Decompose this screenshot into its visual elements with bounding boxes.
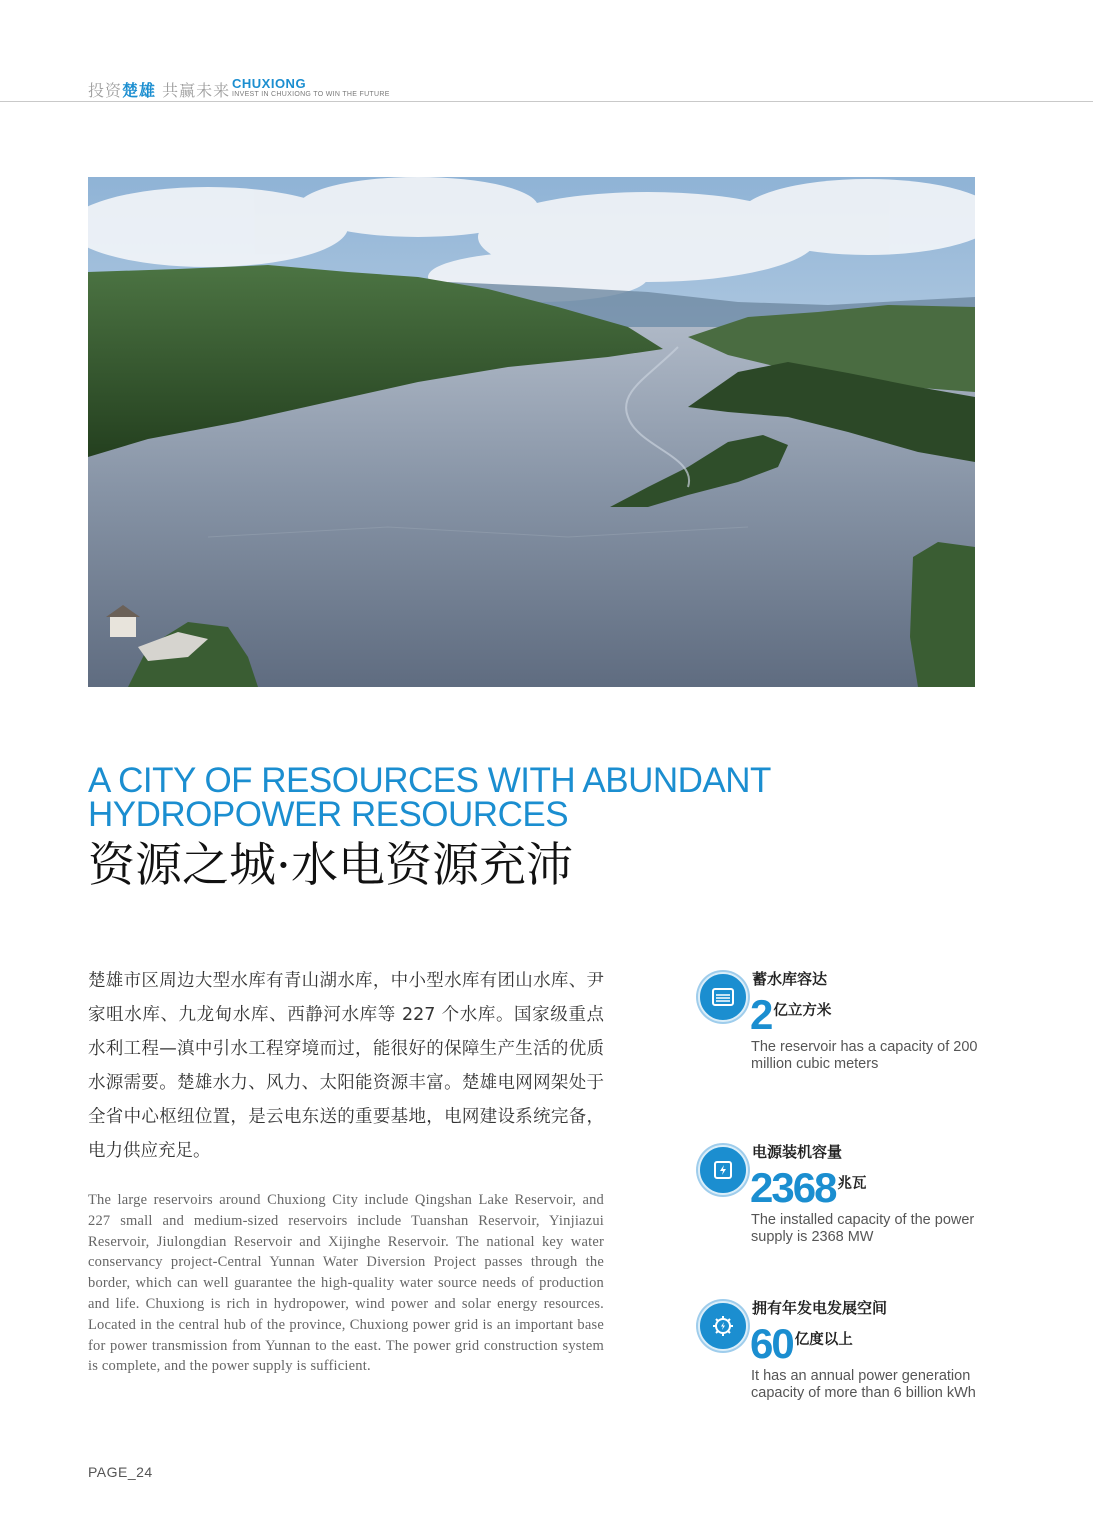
header-brand: CHUXIONG (232, 76, 307, 91)
stat-description: The installed capacity of the power supply is 2368 MW (751, 1212, 975, 1245)
body-text-en: The large reservoirs around Chuxiong City include Qingshan Lake Reservoir, and 227 small and medium-sized reservoirs include Tuanshan Reservoir, Yinjiazui Reservoir, Jiulongdian Reservoir and Xijinghe Reservoir. The national key water conservancy project-Central Yunnan Water Diversion Project passes through the border, which can well guarantee the high-quality water source needs of production and life. Chuxiong is rich in hydropower, wind power and solar energy resources. Located in the central hub of the province, Chuxiong power grid is an important base for power transmission from Yunnan to the east. The power grid construction system is complete, and the power supply is sufficient. (88, 1192, 604, 1375)
reservoir-icon (698, 972, 748, 1022)
stat-label: 蓄水库容达 (752, 970, 828, 988)
stat-description: It has an annual power generation capacity of more than 6 billion kWh (751, 1368, 976, 1401)
stat-description: The reservoir has a capacity of 200 million cubic meters (751, 1039, 978, 1072)
stat-value-row (750, 1319, 853, 1369)
power-capacity-icon (698, 1145, 748, 1195)
header-cn-suffix: 共赢未来 (156, 81, 231, 100)
stat-label: 拥有年发电发展空间 (752, 1299, 888, 1317)
header-tagline: INVEST IN CHUXIONG TO WIN THE FUTURE (232, 91, 390, 98)
stat-unit: 亿立方米 (773, 1003, 832, 1019)
header-divider (0, 101, 1093, 102)
header-brand-block (232, 78, 390, 99)
stat-unit: 亿度以上 (794, 1332, 853, 1348)
section-title-en-line2: HYDROPOWER RESOURCES (88, 795, 569, 834)
reservoir-landscape-illustration (88, 177, 975, 687)
header-slogan-cn (88, 78, 230, 101)
body-text-cn: 楚雄市区周边大型水库有青山湖水库，中小型水库有团山水库、尹家咀水库、九龙甸水库、西静河水库等 227 个水库。国家级重点水利工程—滇中引水工程穿境而过，能很好的保障生产生活的优质水源需要。楚雄水力、风力、太阳能资源丰富。楚雄电网网架处于全省中心枢纽位置，是云电东送的重要基地，电网建设系统完备，电力供应充足。 (88, 971, 604, 1161)
stat-value: 2368 (750, 1164, 836, 1211)
page-number: PAGE_24 (88, 1464, 153, 1480)
section-title-en-line1: A CITY OF RESOURCES WITH ABUNDANT (88, 761, 771, 800)
stat-value-row (750, 990, 831, 1040)
stat-value: 60 (750, 1320, 793, 1367)
stat-label: 电源装机容量 (752, 1143, 843, 1161)
reservoir-landscape-photo (88, 177, 975, 687)
page-header (88, 76, 1008, 102)
stat-unit: 兆瓦 (837, 1176, 867, 1192)
stat-value: 2 (750, 991, 772, 1038)
section-title-en (88, 761, 888, 834)
generation-gear-icon (698, 1301, 748, 1351)
section-title-cn: 资源之城·水电资源充沛 (88, 838, 573, 893)
header-cn-highlight: 楚雄 (122, 81, 157, 100)
stat-value-row (750, 1163, 866, 1213)
header-cn-prefix: 投资 (88, 81, 123, 100)
